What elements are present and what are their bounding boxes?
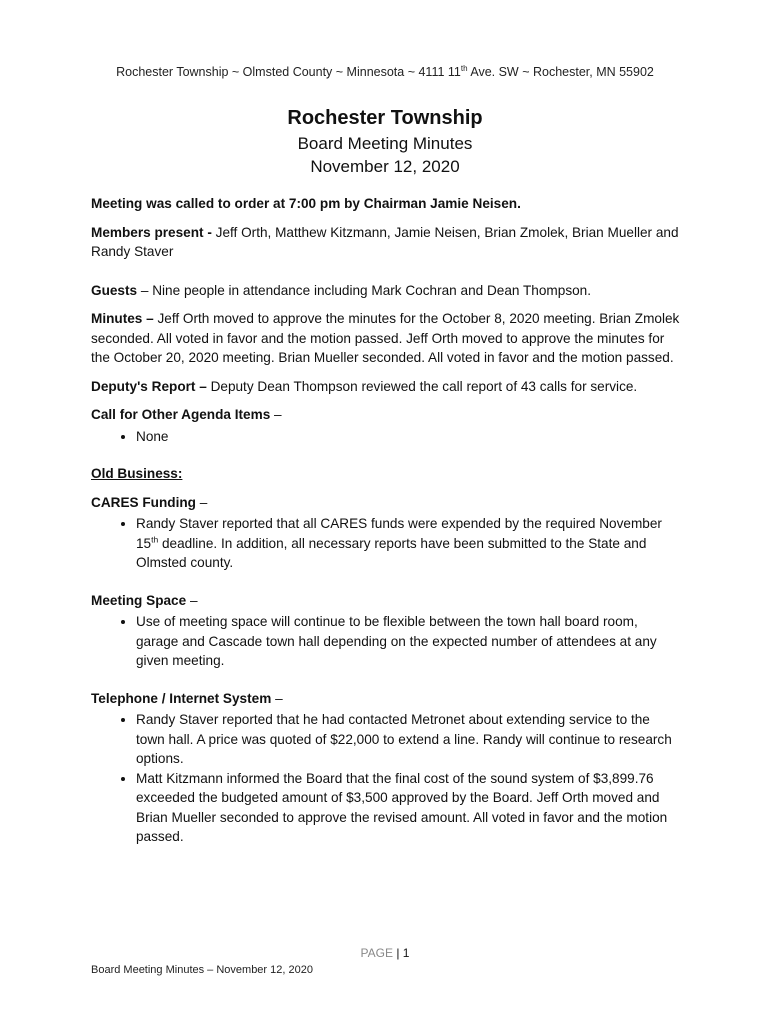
title-block (0, 104, 770, 178)
meeting-space-heading (91, 591, 681, 611)
list-item: • Matt Kitzmann informed the Board that the final cost of the sound system of $3,899.76 exceeded the budgeted amount of $3,500 approved by the Board. Jeff Orth moved and Brian Mueller seconded to approve the revised amount. All voted in favor and the motion passed. (136, 769, 681, 847)
cares-dash: – (195, 494, 208, 510)
deputy-report (91, 377, 681, 397)
page-separator: | (392, 946, 403, 960)
page-number (0, 946, 770, 960)
minutes-approval (91, 309, 681, 368)
cares-label: CARES Funding (91, 494, 196, 510)
members-present (91, 223, 681, 262)
minutes-label: Minutes – (91, 311, 158, 326)
letterhead (0, 64, 770, 79)
old-business-heading: Old Business: (91, 466, 183, 481)
guests-label: Guests (91, 282, 138, 298)
meeting-date: November 12, 2020 (310, 157, 460, 176)
call-to-order: Meeting was called to order at 7:00 pm by Chairman Jamie Neisen. (91, 196, 521, 211)
cares-item-pre: Randy Staver reported that all CARES funds were expended by the required November 15 (136, 516, 662, 551)
list-item: • Randy Staver reported that he had contacted Metronet about extending service to the town hall. A price was quoted of $22,000 to extend a line. Randy will continue to research options. (136, 710, 681, 769)
telephone-heading (91, 689, 681, 709)
members-label: Members present - (91, 224, 216, 240)
list-item (136, 514, 681, 573)
guests-text: – Nine people in attendance including Mark Cochran and Dean Thompson. (137, 282, 592, 298)
page-num: 1 (402, 946, 410, 960)
cares-list (91, 514, 681, 573)
deputy-text: Deputy Dean Thompson reviewed the call report of 43 calls for service. (210, 378, 638, 394)
letterhead-pre: Rochester Township ~ Olmsted County ~ Minnesota ~ 4111 11 (116, 65, 461, 80)
cares-item-post: deadline. In addition, all necessary reports have been submitted to the State and Olmsted county. (136, 535, 647, 570)
agenda-items-heading (91, 405, 681, 425)
minutes-body (91, 194, 681, 855)
document-subtitle: Board Meeting Minutes (297, 134, 473, 153)
letterhead-sup: th (460, 64, 468, 73)
list-item: • None (136, 427, 681, 447)
agenda-dash: – (270, 407, 282, 422)
document-title: Rochester Township (287, 107, 483, 129)
page-footer: Board Meeting Minutes – November 12, 2020 (91, 964, 313, 976)
meeting-space-list (91, 612, 681, 671)
page-label: PAGE (360, 946, 393, 960)
minutes-text: Jeff Orth moved to approve the minutes for the October 8, 2020 meeting. Brian Zmolek seconded. All voted in favor and the motion passed. Jeff Orth moved to approve the minutes for the October 20, 2020 meeting. Brian Mueller seconded. All voted in favor and the motion passed. (91, 311, 680, 365)
agenda-list (91, 427, 681, 447)
deputy-label: Deputy's Report – (91, 378, 211, 394)
agenda-label: Call for Other Agenda Items (91, 407, 271, 422)
guests (91, 281, 681, 301)
cares-heading (91, 493, 681, 513)
members-text: Jeff Orth, Matthew Kitzmann, Jamie Neisen, Brian Zmolek, Brian Mueller and Randy Staver (91, 224, 679, 259)
letterhead-post: Ave. SW ~ Rochester, MN 55902 (467, 65, 654, 80)
telephone-list (91, 710, 681, 847)
meeting-space-dash: – (186, 592, 198, 608)
list-item: • Use of meeting space will continue to be flexible between the town hall board room, garage and Cascade town hall depending on the expected number of attendees at any given meeting. (136, 612, 681, 671)
cares-item-sup: th (151, 533, 159, 544)
telephone-label: Telephone / Internet System (91, 690, 272, 706)
telephone-dash: – (271, 690, 283, 706)
meeting-space-label: Meeting Space (91, 592, 187, 608)
